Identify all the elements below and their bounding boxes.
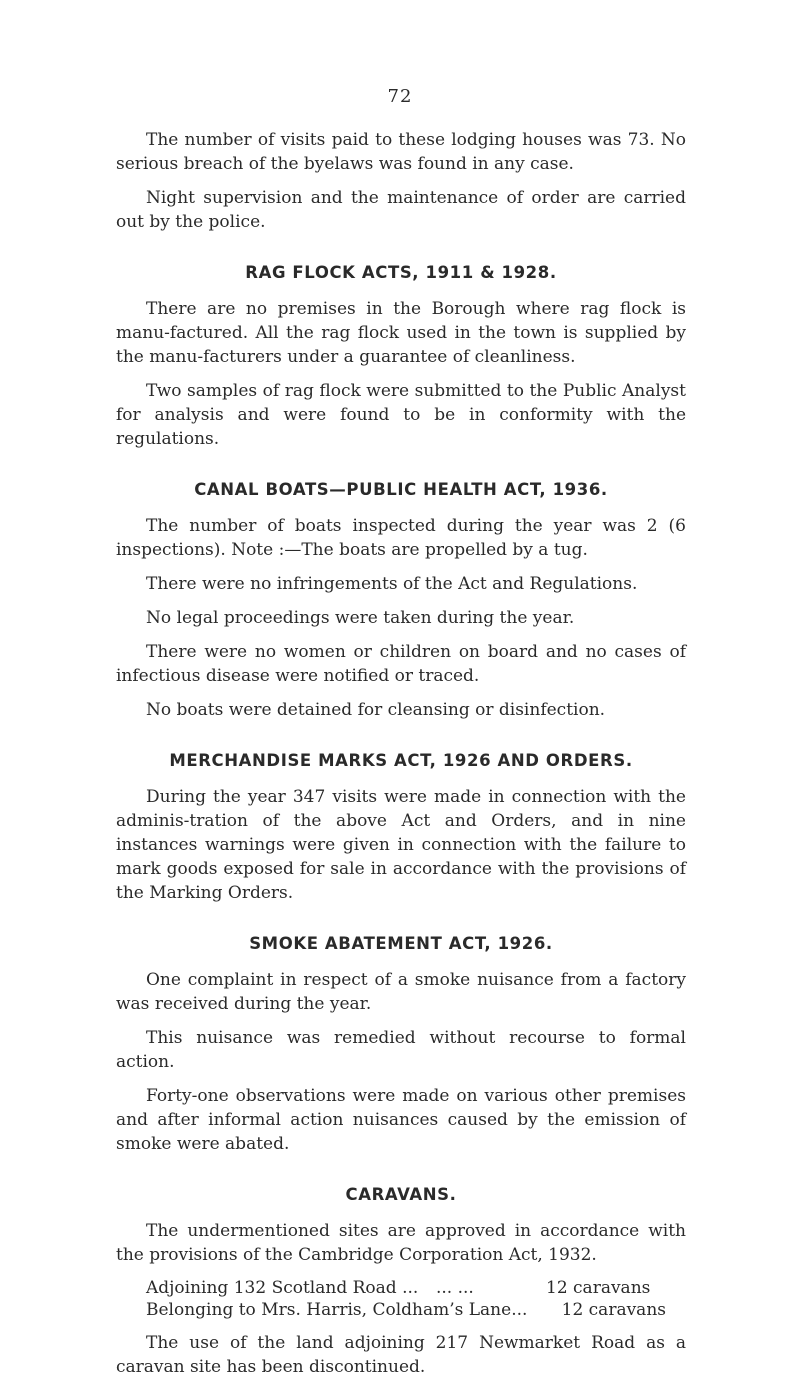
- merchandise-heading: MERCHANDISE MARKS ACT, 1926 AND ORDERS.: [169, 751, 633, 770]
- smoke-heading: SMOKE ABATEMENT ACT, 1926.: [249, 934, 553, 953]
- caravans-heading: CARAVANS.: [345, 1185, 457, 1204]
- page-content: [116, 128, 686, 1379]
- intro-paragraph-2: Night supervision and the maintenance of order are carried out by the police.: [116, 188, 686, 232]
- site-value: 12 caravans: [561, 1300, 666, 1320]
- caravans-paragraph-1: The undermentioned sites are approved in accordance with the provisions of the Cambridge Corporation Act, 1932.: [116, 1221, 686, 1265]
- intro-paragraph-1: The number of visits paid to these lodging houses was 73. No serious breach of the byelaws was found in any case.: [116, 130, 686, 174]
- canal-boats-paragraph-1: The number of boats inspected during the year was 2 (6 inspections). Note :—The boats are propelled by a tug.: [116, 516, 686, 560]
- canal-boats-paragraph-4: There were no women or children on board and no cases of infectious disease were notified or traced.: [116, 642, 686, 686]
- site-label: Adjoining 132 Scotland Road ...: [146, 1278, 419, 1298]
- caravan-sites-list: [146, 1277, 666, 1321]
- canal-boats-paragraph-5: No boats were detained for cleansing or disinfection.: [146, 700, 606, 720]
- list-item: [146, 1299, 666, 1321]
- page-number: 72: [387, 86, 413, 107]
- caravans-paragraph-2: The use of the land adjoining 217 Newmarket Road as a caravan site has been discontinued.: [116, 1333, 686, 1377]
- leader-dots: ...: [511, 1300, 528, 1320]
- merchandise-paragraph-1: During the year 347 visits were made in connection with the adminis-tration of the above Act and Orders, and in nine instances warnings were given in connection with the failure to mark goods exposed for sale in accordance with the provisions of the Marking Orders.: [116, 787, 686, 903]
- rag-flock-paragraph-2: Two samples of rag flock were submitted to the Public Analyst for analysis and were found to be in conformity with the regulations.: [116, 381, 686, 449]
- rag-flock-paragraph-1: There are no premises in the Borough where rag flock is manu-factured. All the rag flock used in the town is supplied by the manu-facturers under a guarantee of cleanliness.: [116, 299, 686, 367]
- canal-boats-paragraph-3: No legal proceedings were taken during the year.: [146, 608, 575, 628]
- canal-boats-heading: CANAL BOATS—PUBLIC HEALTH ACT, 1936.: [194, 480, 608, 499]
- smoke-paragraph-2: This nuisance was remedied without recourse to formal action.: [116, 1028, 686, 1072]
- smoke-paragraph-3: Forty-one observations were made on various other premises and after informal action nuisances caused by the emission of smoke were abated.: [116, 1086, 686, 1154]
- smoke-paragraph-1: One complaint in respect of a smoke nuisance from a factory was received during the year.: [116, 970, 686, 1014]
- site-value: 12 caravans: [546, 1278, 651, 1298]
- list-item: [146, 1277, 666, 1299]
- leader-dots: ... ...: [436, 1278, 474, 1298]
- canal-boats-paragraph-2: There were no infringements of the Act and Regulations.: [146, 574, 638, 594]
- rag-flock-heading: RAG FLOCK ACTS, 1911 & 1928.: [245, 263, 557, 282]
- site-label: Belonging to Mrs. Harris, Coldham’s Lane: [146, 1300, 512, 1320]
